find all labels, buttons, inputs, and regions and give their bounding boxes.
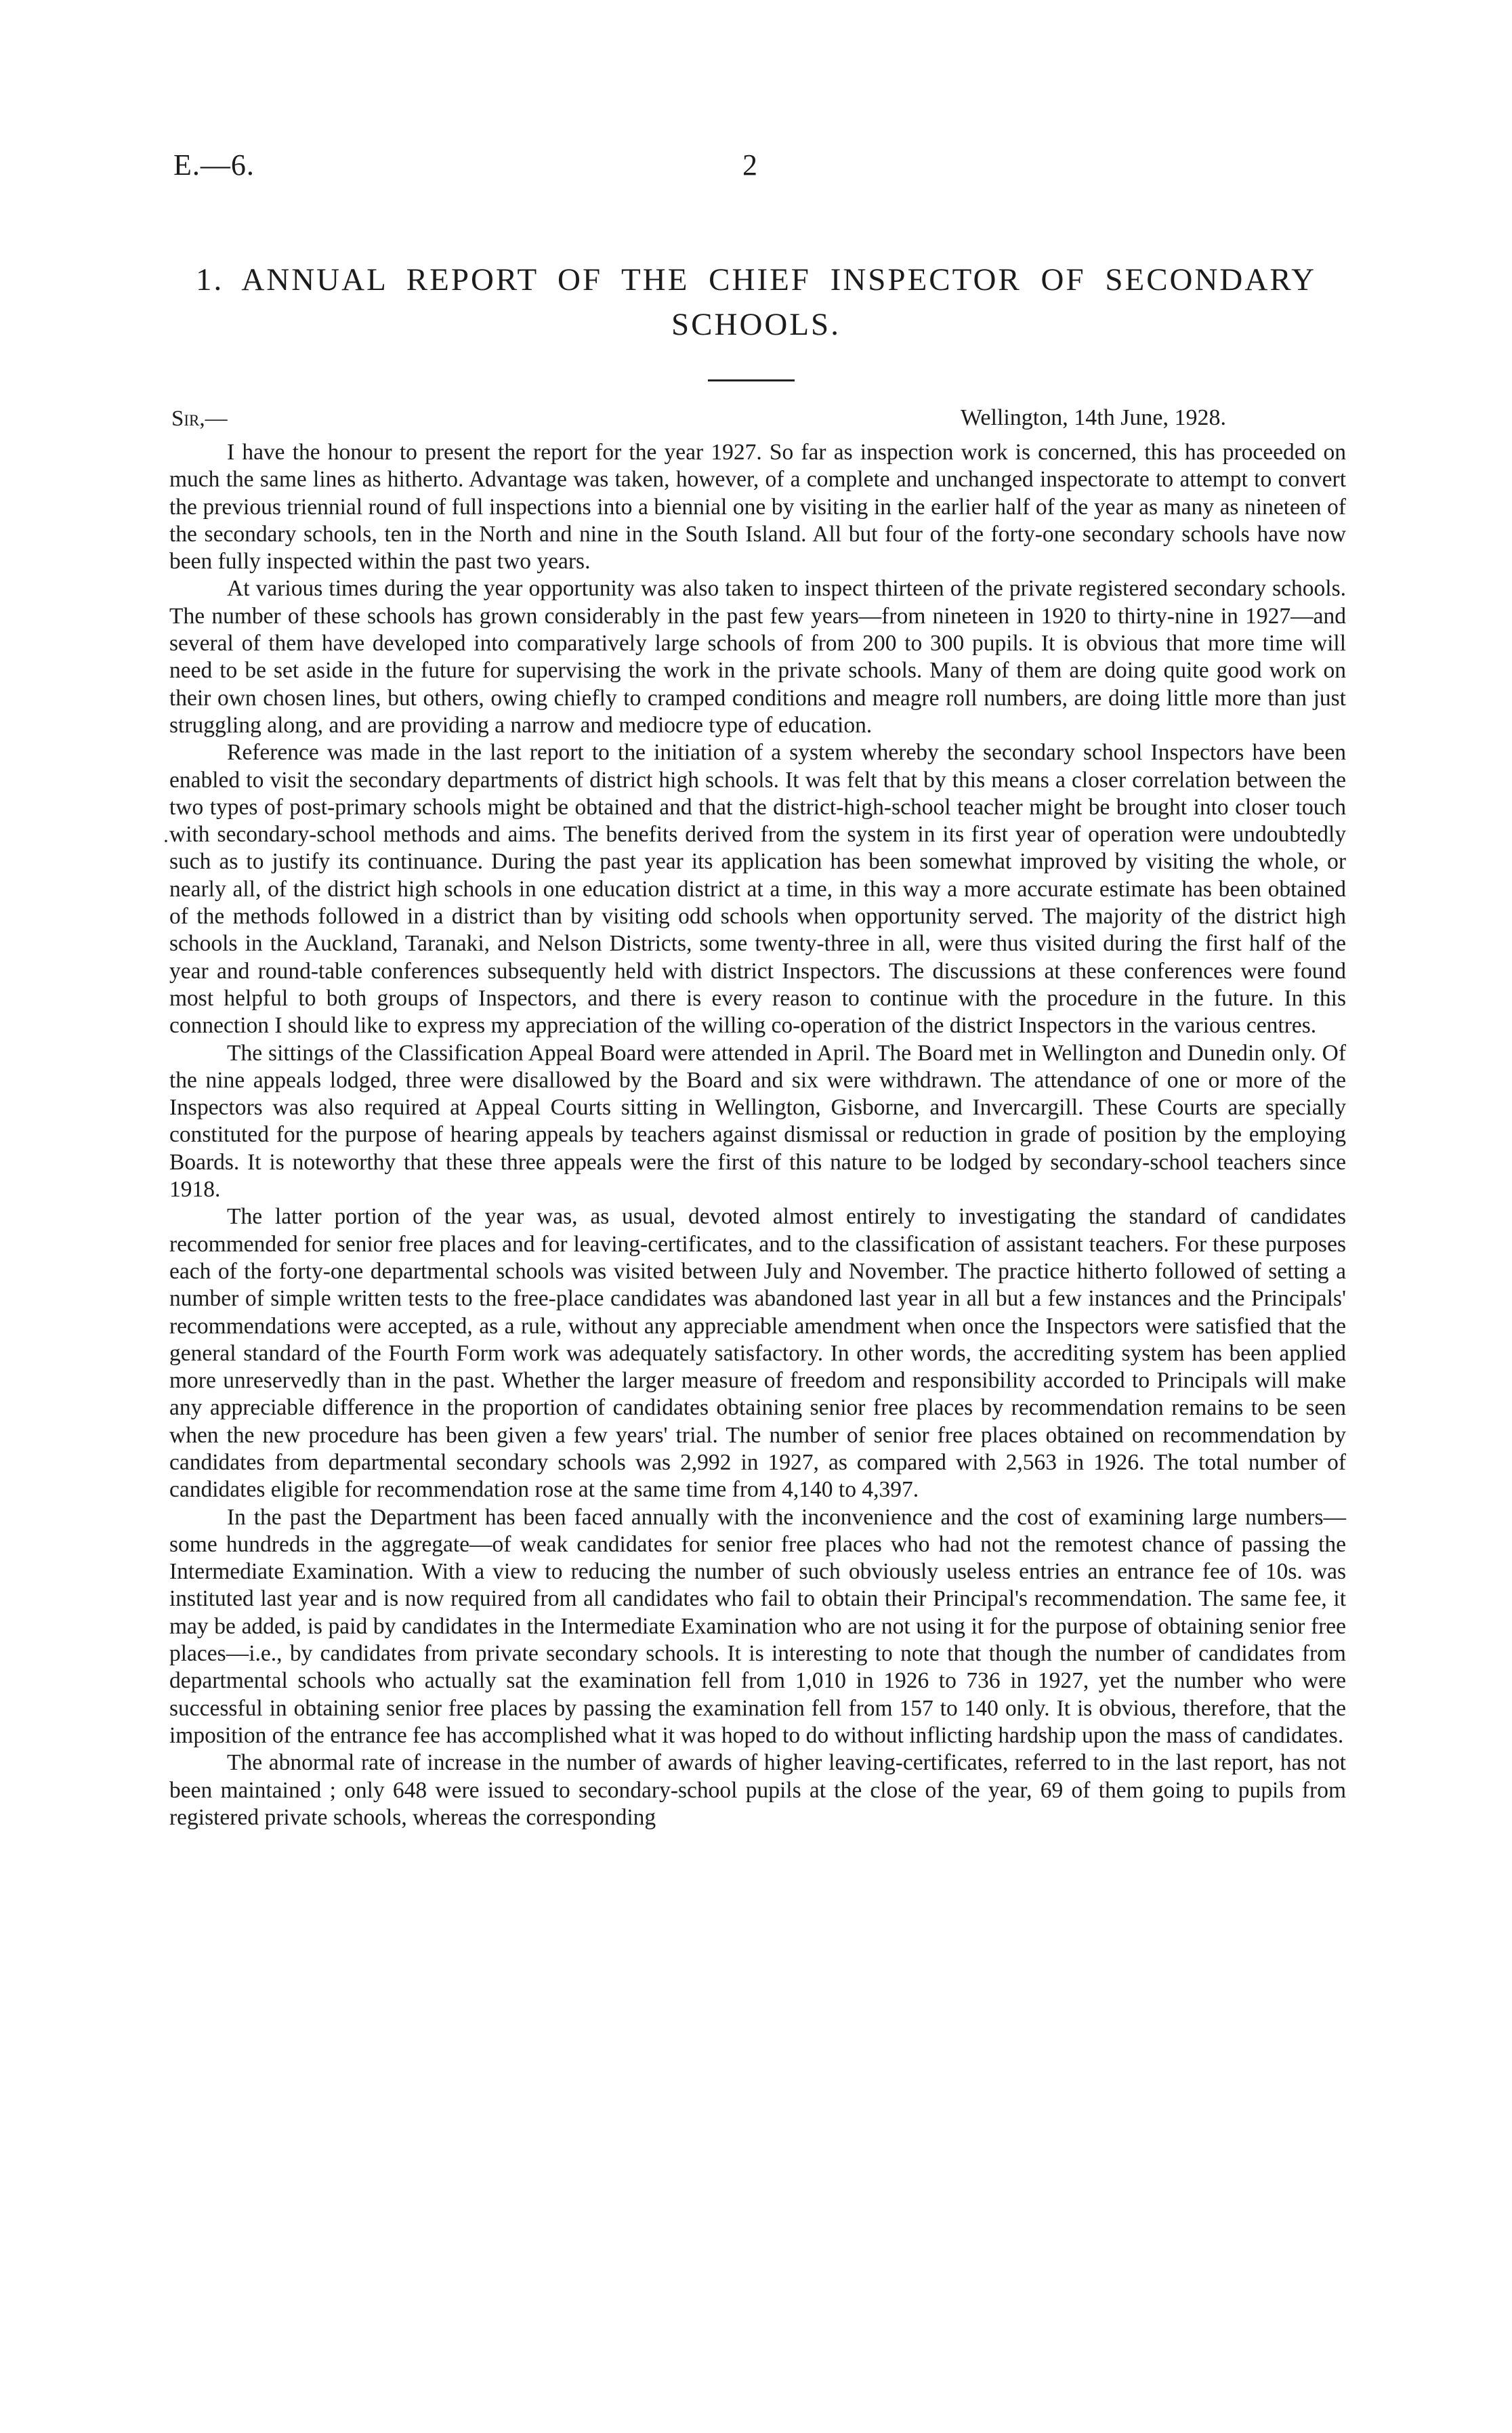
title-divider xyxy=(708,379,795,381)
place-date: Wellington, 14th June, 1928. xyxy=(961,405,1227,430)
paragraph-3: Reference was made in the last report to the initiation of a system whereby the secondary school Inspectors have been enabled to visit the secondary departments of district high schools. It was felt that by this means a closer correlation between the two types of post-primary schools might be obtained and that the district-high-school teacher might be brought into closer touch with secondary-school methods and aims. The benefits derived from the system in its first year of operation were undoubtedly such as to justify its continuance. During the past year its application has been somewhat improved by visiting the whole, or nearly all, of the district high schools in one education district at a time, in this way a more accurate estimate has been obtained of the methods followed in a district than by visiting odd schools when opportunity served. The majority of the district high schools in the Auckland, Taranaki, and Nelson Districts, some twenty-three in all, were thus visited during the first half of the year and round-table conferences subsequently held with district Inspectors. The discussions at these conferences were found most helpful to both groups of Inspectors, and there is every reason to continue with the procedure in the future. In this connection I should like to express my appreciation of the willing co-operation of the district Inspectors in the various centres. xyxy=(169,740,1346,1039)
salutation: Sir,— xyxy=(171,407,228,431)
margin-mark: · xyxy=(163,830,169,852)
paragraph-7: The abnormal rate of increase in the number of awards of higher leaving-certificates, referred to in the last report, has not been maintained ; only 648 were issued to secondary-school pupils at the close of the year, 69 of them going to pupils from registered private schools, whereas the corresponding xyxy=(169,1750,1346,1830)
report-body xyxy=(169,439,1346,1831)
page-number: 2 xyxy=(742,148,757,182)
paragraph-5: The latter portion of the year was, as usual, devoted almost entirely to investigating the standard of candidates recommended for senior free places and for leaving-certificates, and to the classification of assistant teachers. For these purposes each of the forty-one departmental schools was visited between July and November. The practice hitherto followed of setting a number of simple written tests to the free-place candidates was abandoned last year in all but a few instances and the Principals' recommendations were accepted, as a rule, without any appreciable amendment when once the Inspectors were satisfied that the general standard of the Fourth Form work was adequately satisfactory. In other words, the accrediting system has been applied more unreservedly than in the past. Whether the larger measure of freedom and responsibility accorded to Principals will make any appreciable difference in the proportion of candidates obtaining senior free places by recommendation remains to be seen when the new procedure has been given a few years' trial. The number of senior free places obtained on recommendation by candidates from departmental secondary schools was 2,992 in 1927, as compared with 2,563 in 1926. The total number of candidates eligible for recommendation rose at the same time from 4,140 to 4,397. xyxy=(169,1204,1346,1503)
report-title: 1. ANNUAL REPORT OF THE CHIEF INSPECTOR OF SECONDARY SCHOOLS. xyxy=(195,262,1317,342)
paragraph-2: At various times during the year opportunity was also taken to inspect thirteen of the private registered secondary schools. The number of these schools has grown considerably in the past few years—from nineteen in 1920 to thirty-nine in 1927—and several of them have developed into comparatively large schools of from 200 to 300 pupils. It is obvious that more time will need to be set aside in the future for supervising the work in the private schools. Many of them are doing quite good work on their own chosen lines, but others, owing chiefly to cramped conditions and meagre roll numbers, are doing little more than just struggling along, and are providing a narrow and mediocre type of education. xyxy=(169,576,1346,738)
paragraph-4: The sittings of the Classification Appeal Board were attended in April. The Board met in Wellington and Dunedin only. Of the nine appeals lodged, three were disallowed by the Board and six were withdrawn. The attendance of one or more of the Inspectors was also required at Appeal Courts sitting in Wellington, Gisborne, and Invercargill. These Courts are specially constituted for the purpose of hearing appeals by teachers against dismissal or reduction in grade of position by the employing Boards. It is noteworthy that these three appeals were the first of this nature to be lodged by secondary-school teachers since 1918. xyxy=(169,1040,1346,1203)
report-code: E.—6. xyxy=(173,148,255,182)
paragraph-6: In the past the Department has been faced annually with the inconvenience and the cost of examining large numbers—some hundreds in the aggregate—of weak candidates for senior free places who had not the remotest chance of passing the Intermediate Examination. With a view to reducing the number of such obviously useless entries an entrance fee of 10s. was instituted last year and is now required from all candidates who fail to obtain their Principal's recommendation. The same fee, it may be added, is paid by candidates in the Intermediate Examination who are not using it for the purpose of obtaining senior free places—i.e., by candidates from private secondary schools. It is interesting to note that though the number of candidates from departmental schools who actually sat the examination fell from 1,010 in 1926 to 736 in 1927, yet the number who were successful in obtaining senior free places by passing the examination fell from 157 to 140 only. It is obvious, therefore, that the imposition of the entrance fee has accomplished what it was hoped to do without inflicting hardship upon the mass of candidates. xyxy=(169,1504,1346,1748)
paragraph-1: I have the honour to present the report for the year 1927. So far as inspection work is concerned, this has proceeded on much the same lines as hitherto. Advantage was taken, however, of a complete and unchanged inspectorate to attempt to convert the previous triennial round of full inspections into a biennial one by visiting in the earlier half of the year as many as nineteen of the secondary schools, ten in the North and nine in the South Island. All but four of the forty-one secondary schools have now been fully inspected within the past two years. xyxy=(169,440,1346,575)
